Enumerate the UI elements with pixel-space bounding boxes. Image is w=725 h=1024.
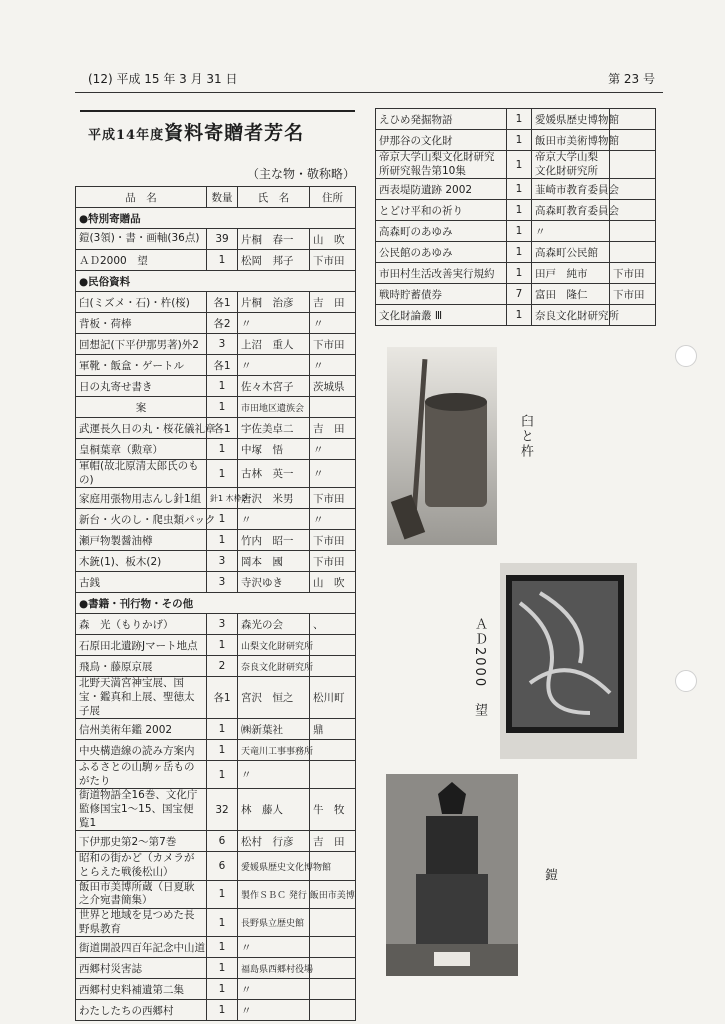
table-cell: 日の丸寄せ書き: [76, 376, 207, 397]
table-cell: 高森町公民館: [532, 242, 610, 263]
table-row: [76, 229, 356, 250]
table-row: [76, 488, 356, 509]
table-cell: 西表堤防遺跡 2002: [376, 179, 507, 200]
table-cell: [310, 740, 356, 761]
issue-date: (12) 平成 15 年 3 月 31 日: [88, 72, 238, 86]
table-row: [76, 614, 356, 635]
table-cell: 住所: [310, 187, 356, 208]
section-heading: [76, 271, 356, 292]
binder-hole: [675, 670, 697, 692]
table-cell: 下市田: [310, 334, 356, 355]
table-cell: 飛鳥・藤原京展: [76, 656, 207, 677]
table-row: [376, 242, 656, 263]
table-cell: 2: [207, 656, 238, 677]
table-cell: 森光の会: [238, 614, 310, 635]
table-row: [76, 677, 356, 719]
table-cell: 戦時貯蓄債券: [376, 284, 507, 305]
table-cell: 奈良文化財研究所: [238, 656, 310, 677]
donor-table-left: [75, 186, 356, 1021]
table-cell: [610, 242, 656, 263]
table-row: [376, 305, 656, 326]
table-cell: 中央構造線の読み方案内: [76, 740, 207, 761]
table-cell: 案: [76, 397, 207, 418]
title-main: 資料寄贈者芳名: [164, 122, 305, 144]
table-row: [376, 130, 656, 151]
table-cell: 〃: [532, 221, 610, 242]
table-cell: 6: [207, 852, 238, 880]
table-cell: 下市田: [310, 250, 356, 271]
table-cell: 、: [310, 614, 356, 635]
table-cell: 木銃(1)、板木(2): [76, 551, 207, 572]
table-row: [376, 109, 656, 130]
table-cell: 松岡 邦子: [238, 250, 310, 271]
table-cell: 茨城県: [310, 376, 356, 397]
table-cell: 新台・火のし・爬虫類パック: [76, 509, 207, 530]
issue-number: 第 23 号: [608, 72, 655, 86]
table-row: [76, 460, 356, 488]
table-cell: 飯田市美術博物館: [532, 130, 610, 151]
table-cell: 古銭: [76, 572, 207, 593]
table-cell: 1: [207, 509, 238, 530]
table-cell: 軍帽(故北原清太郎氏のもの): [76, 460, 207, 488]
table-cell: とどけ平和の祈り: [376, 200, 507, 221]
table-cell: 3: [207, 334, 238, 355]
table-cell: 家庭用張物用志んし針1組: [76, 488, 207, 509]
table-cell: 〃: [310, 355, 356, 376]
table-cell: 1: [207, 979, 238, 1000]
table-cell: 愛媛県歴史文化博物館: [238, 852, 310, 880]
yoroi-caption: 鎧: [542, 868, 557, 883]
table-cell: 各1: [207, 292, 238, 313]
table-cell: ●民俗資料: [76, 271, 356, 292]
table-cell: 各2: [207, 313, 238, 334]
page-title: [80, 112, 355, 149]
table-cell: 背板・荷棒: [76, 313, 207, 334]
table-cell: 山 吹: [310, 572, 356, 593]
table-row: [76, 740, 356, 761]
title-block: [80, 110, 355, 149]
table-cell: 下市田: [310, 530, 356, 551]
table-cell: [310, 1000, 356, 1021]
table-cell: 吉 田: [310, 418, 356, 439]
table-cell: 下市田: [610, 284, 656, 305]
table-cell: 1: [507, 221, 532, 242]
table-cell: 〃: [238, 509, 310, 530]
table-cell: 佐々木宮子: [238, 376, 310, 397]
table-cell: 中塚 悟: [238, 439, 310, 460]
table-cell: 各1: [207, 677, 238, 719]
table-row: [76, 880, 356, 908]
table-cell: 高森町のあゆみ: [376, 221, 507, 242]
table-cell: 1: [207, 460, 238, 488]
table-cell: 福島県西郷村役場: [238, 958, 310, 979]
table-row: [376, 179, 656, 200]
table-cell: 牛 牧: [310, 789, 356, 831]
table-cell: 皇桐葉章（勲章）: [76, 439, 207, 460]
table-cell: 昭和の街かど（カメラがとらえた戦後松山）: [76, 852, 207, 880]
table-cell: 1: [207, 937, 238, 958]
table-cell: 下伊那史第2～第7巻: [76, 831, 207, 852]
table-cell: 石原田北遺跡Jマート地点: [76, 635, 207, 656]
table-row: [376, 221, 656, 242]
table-cell: 古林 英一: [238, 460, 310, 488]
table-row: [76, 334, 356, 355]
table-cell: 針1 木枠2: [207, 488, 238, 509]
table-row: [76, 551, 356, 572]
table-cell: 松川町: [310, 677, 356, 719]
table-row: [76, 439, 356, 460]
table-cell: 街道物語全16巻、文化庁監修国宝1～15、国宝便覧1: [76, 789, 207, 831]
table-row: [76, 572, 356, 593]
table-cell: 街道開設四百年記念中山道: [76, 937, 207, 958]
table-cell: わたしたちの西郷村: [76, 1000, 207, 1021]
table-cell: 1: [507, 263, 532, 284]
table-cell: [610, 221, 656, 242]
table-cell: 天竜川工事事務所: [238, 740, 310, 761]
table-cell: 製作ＳＢＣ 発行 飯田市美博: [238, 880, 310, 908]
table-cell: [310, 937, 356, 958]
table-row: [76, 376, 356, 397]
table-cell: 3: [207, 551, 238, 572]
binder-hole: [675, 345, 697, 367]
donor-table-right: [375, 108, 656, 326]
table-cell: 鎧(3領)・書・画軸(36点): [76, 229, 207, 250]
table-row: [76, 908, 356, 936]
table-cell: 1: [507, 109, 532, 130]
table-cell: 1: [507, 179, 532, 200]
table-cell: 武運長久日の丸・桜花儀礼章: [76, 418, 207, 439]
table-row: [76, 789, 356, 831]
table-cell: 1: [207, 908, 238, 936]
table-row: [76, 979, 356, 1000]
table-row: [76, 831, 356, 852]
table-cell: 片桐 春一: [238, 229, 310, 250]
table-cell: 吉 田: [310, 831, 356, 852]
table-cell: 数量: [207, 187, 238, 208]
table-cell: ふるさとの山駒ヶ岳ものがたり: [76, 761, 207, 789]
table-cell: 1: [207, 958, 238, 979]
table-cell: [310, 397, 356, 418]
table-cell: [310, 761, 356, 789]
table-cell: 高森町教育委員会: [532, 200, 610, 221]
table-cell: 1: [507, 305, 532, 326]
table-cell: 下市田: [610, 263, 656, 284]
table-cell: 瀬戸物製醤油樽: [76, 530, 207, 551]
table-cell: 3: [207, 614, 238, 635]
ad2000-caption: ＡＤ2000 望: [472, 617, 487, 719]
table-cell: 1: [207, 397, 238, 418]
table-cell: 宇佐美卓二: [238, 418, 310, 439]
table-cell: 1: [507, 151, 532, 179]
usu-caption: 臼と杵: [518, 414, 533, 459]
table-cell: 〃: [238, 937, 310, 958]
table-cell: 〃: [238, 761, 310, 789]
table-cell: 1: [507, 242, 532, 263]
table-cell: 1: [207, 635, 238, 656]
table-cell: 公民館のあゆみ: [376, 242, 507, 263]
table-cell: 長野県立歴史館: [238, 908, 310, 936]
table-cell: 7: [507, 284, 532, 305]
table-cell: 吉 田: [310, 292, 356, 313]
table-row: [76, 355, 356, 376]
table-cell: 西郷村災害誌: [76, 958, 207, 979]
table-cell: 山 吹: [310, 229, 356, 250]
table-cell: 各1: [207, 355, 238, 376]
table-row: [76, 958, 356, 979]
table-cell: 森 光（もりかげ）: [76, 614, 207, 635]
section-heading: [76, 208, 356, 229]
table-cell: 世界と地域を見つめた長野県教育: [76, 908, 207, 936]
section-heading: [76, 593, 356, 614]
table-cell: 1: [507, 130, 532, 151]
table-cell: [610, 151, 656, 179]
table-cell: 1: [507, 200, 532, 221]
table-row: [76, 635, 356, 656]
table-row: [76, 761, 356, 789]
table-cell: ●特別寄贈品: [76, 208, 356, 229]
table-cell: 山梨文化財研究所: [238, 635, 310, 656]
table-cell: 品 名: [76, 187, 207, 208]
table-row: [376, 200, 656, 221]
table-cell: 3: [207, 572, 238, 593]
table-cell: ●書籍・刊行物・その他: [76, 593, 356, 614]
usu-photo: [387, 347, 497, 545]
table-cell: 39: [207, 229, 238, 250]
table-cell: 軍靴・飯盒・ゲートル: [76, 355, 207, 376]
table-cell: 1: [207, 740, 238, 761]
table-cell: 帝京大学山梨文化財研究所: [532, 151, 610, 179]
table-cell: 〃: [310, 509, 356, 530]
table-cell: 1: [207, 761, 238, 789]
table-cell: 各1: [207, 418, 238, 439]
table-row: [76, 292, 356, 313]
table-header-row: [76, 187, 356, 208]
table-cell: 下市田: [310, 488, 356, 509]
table-cell: 林 藤人: [238, 789, 310, 831]
table-row: [76, 852, 356, 880]
table-cell: えひめ発掘物語: [376, 109, 507, 130]
table-cell: 文化財論叢 Ⅲ: [376, 305, 507, 326]
table-cell: 1: [207, 376, 238, 397]
table-cell: 〃: [310, 313, 356, 334]
table-cell: ㈱新葉社: [238, 719, 310, 740]
table-cell: 鼎: [310, 719, 356, 740]
table-row: [76, 719, 356, 740]
table-row: [76, 1000, 356, 1021]
table-cell: 宮沢 恒之: [238, 677, 310, 719]
table-row: [76, 937, 356, 958]
table-cell: 松村 行彦: [238, 831, 310, 852]
header-rule: [75, 92, 663, 93]
table-cell: 西郷村史料補遺第二集: [76, 979, 207, 1000]
yoroi-photo: [386, 774, 518, 976]
table-cell: 1: [207, 880, 238, 908]
table-row: [376, 263, 656, 284]
table-cell: 下市田: [310, 551, 356, 572]
table-cell: 伊那谷の文化財: [376, 130, 507, 151]
table-cell: 信州美術年鑑 2002: [76, 719, 207, 740]
table-cell: 氏 名: [238, 187, 310, 208]
table-cell: 奈良文化財研究所: [532, 305, 610, 326]
table-cell: 臼(ミズメ・石)・杵(桜): [76, 292, 207, 313]
table-row: [76, 250, 356, 271]
table-cell: 〃: [238, 313, 310, 334]
table-cell: 岡本 國: [238, 551, 310, 572]
table-cell: 1: [207, 250, 238, 271]
table-cell: 竹内 昭一: [238, 530, 310, 551]
table-row: [76, 656, 356, 677]
table-cell: 田戸 純市: [532, 263, 610, 284]
table-cell: 6: [207, 831, 238, 852]
table-cell: 〃: [310, 460, 356, 488]
table-cell: 1: [207, 719, 238, 740]
table-cell: 片桐 治彦: [238, 292, 310, 313]
table-cell: [310, 979, 356, 1000]
table-row: [76, 313, 356, 334]
table-cell: 帝京大学山梨文化財研究所研究報告第10集: [376, 151, 507, 179]
ad2000-photo: [500, 563, 637, 759]
table-cell: 32: [207, 789, 238, 831]
table-cell: 富田 隆仁: [532, 284, 610, 305]
table-cell: 市田村生活改善実行規約: [376, 263, 507, 284]
table-cell: 1: [207, 1000, 238, 1021]
table-cell: 〃: [238, 1000, 310, 1021]
table-cell: 北野天満宮神宝展、国宝・鑑真和上展、聖徳太子展: [76, 677, 207, 719]
table-cell: 1: [207, 439, 238, 460]
table-cell: 〃: [238, 355, 310, 376]
table-cell: [310, 656, 356, 677]
table-cell: 〃: [310, 439, 356, 460]
table-cell: 唐沢 米男: [238, 488, 310, 509]
table-cell: 1: [207, 530, 238, 551]
table-cell: [310, 635, 356, 656]
table-row: [76, 397, 356, 418]
table-row: [76, 418, 356, 439]
table-row: [76, 530, 356, 551]
table-cell: 飯田市美博所蔵（日夏耿之介宛書簡集）: [76, 880, 207, 908]
table-cell: [310, 908, 356, 936]
table-row: [376, 284, 656, 305]
table-cell: [310, 958, 356, 979]
table-cell: 回想記(下平伊那男著)外2: [76, 334, 207, 355]
table-row: [76, 509, 356, 530]
table-cell: 韮崎市教育委員会: [532, 179, 610, 200]
table-cell: 市田地区遺族会: [238, 397, 310, 418]
table-row: [376, 151, 656, 179]
title-year: 平成14年度: [88, 128, 165, 143]
table-cell: 寺沢ゆき: [238, 572, 310, 593]
table-cell: 〃: [238, 979, 310, 1000]
subtitle: （主な物・敬称略）: [246, 167, 355, 181]
table-cell: 上沼 重人: [238, 334, 310, 355]
table-cell: ＡＤ2000 望: [76, 250, 207, 271]
table-cell: 愛媛県歴史博物館: [532, 109, 610, 130]
